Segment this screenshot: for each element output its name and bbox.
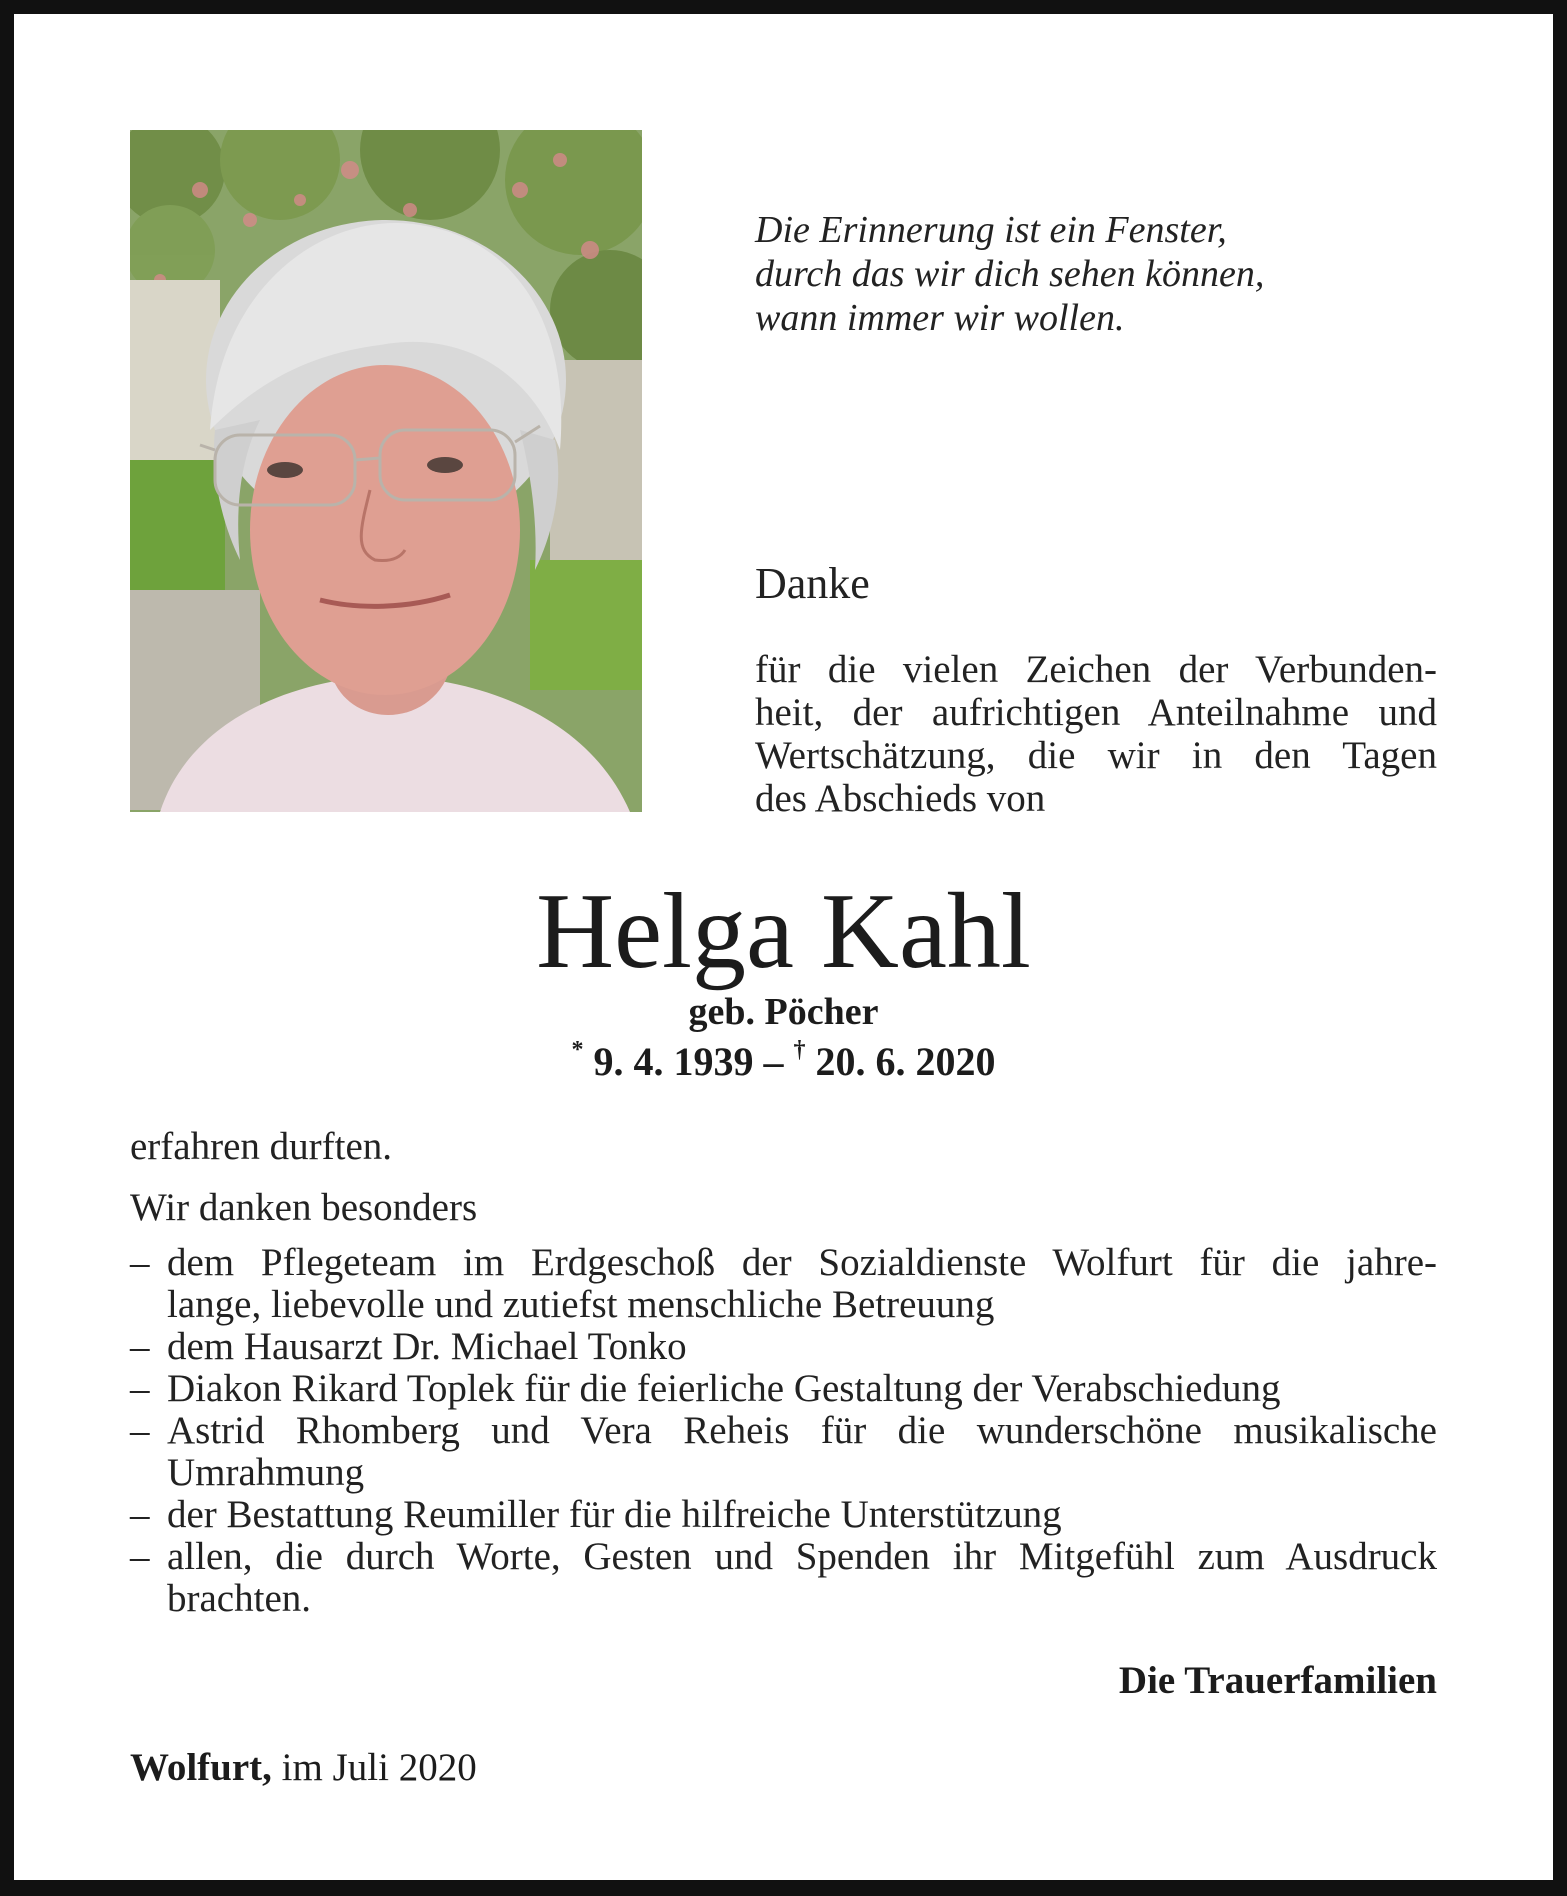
deceased-name: Helga Kahl	[536, 872, 1031, 991]
thanks-intro: Wir danken besonders	[130, 1186, 478, 1229]
list-item-line: Umrahmung	[167, 1451, 365, 1494]
list-item-line: allen, die durch Worte, Gesten und Spenden ihr Mitgefühl zum Ausdruck	[167, 1535, 1437, 1578]
thanks-list	[130, 1242, 1437, 1620]
list-item-line: Diakon Rikard Toplek für die feierliche Gestaltung der Verabschiedung	[167, 1367, 1281, 1410]
birth-date: 9. 4. 1939	[593, 1039, 754, 1084]
list-dash: –	[130, 1241, 150, 1284]
death-date: 20. 6. 2020	[815, 1039, 996, 1084]
place-date	[130, 1745, 477, 1790]
continuation-text: erfahren durften.	[130, 1125, 393, 1168]
intro-line: für die vielen Zeichen der Verbunden-	[755, 648, 1437, 691]
epitaph-quote	[755, 208, 1455, 340]
list-item-line: dem Pflegeteam im Erdgeschoß der Sozialdienste Wolfurt für die jahre-	[167, 1241, 1437, 1284]
list-item	[130, 1326, 1437, 1368]
list-item-line: der Bestattung Reumiller für die hilfreiche Unterstützung	[167, 1493, 1062, 1536]
list-item-line: lange, liebevolle und zutiefst menschliche Betreuung	[167, 1283, 995, 1326]
list-item	[130, 1368, 1437, 1410]
life-dates	[0, 1038, 1567, 1085]
list-dash: –	[130, 1493, 150, 1536]
quote-line: durch das wir dich sehen können,	[755, 253, 1265, 295]
intro-line: Wertschätzung, die wir in den Tagen	[755, 734, 1437, 777]
notice-date: im Juli 2020	[281, 1746, 477, 1789]
intro-line: des Abschieds von	[755, 777, 1046, 820]
list-item	[130, 1494, 1437, 1536]
list-dash: –	[130, 1409, 150, 1452]
quote-line: wann immer wir wollen.	[755, 297, 1125, 339]
list-item-line: Astrid Rhomberg und Vera Reheis für die wunderschöne musikalische	[167, 1409, 1437, 1452]
portrait-photo	[130, 130, 642, 812]
maiden-name: geb. Pöcher	[688, 991, 879, 1033]
birth-symbol: *	[571, 1036, 584, 1063]
list-item	[130, 1536, 1437, 1620]
list-dash: –	[130, 1535, 150, 1578]
place-town: Wolfurt,	[130, 1746, 272, 1789]
list-item	[130, 1410, 1437, 1494]
list-item-line: dem Hausarzt Dr. Michael Tonko	[167, 1325, 687, 1368]
signature: Die Trauerfamilien	[1118, 1659, 1437, 1702]
date-separator: –	[763, 1039, 784, 1084]
quote-line: Die Erinnerung ist ein Fenster,	[755, 209, 1227, 251]
intro-paragraph	[755, 648, 1437, 820]
death-symbol: †	[793, 1036, 806, 1063]
thanks-heading: Danke	[755, 559, 870, 608]
list-dash: –	[130, 1367, 150, 1410]
list-dash: –	[130, 1325, 150, 1368]
list-item	[130, 1242, 1437, 1326]
list-item-line: brachten.	[167, 1577, 312, 1620]
intro-line: heit, der aufrichtigen Anteilnahme und	[755, 691, 1437, 734]
